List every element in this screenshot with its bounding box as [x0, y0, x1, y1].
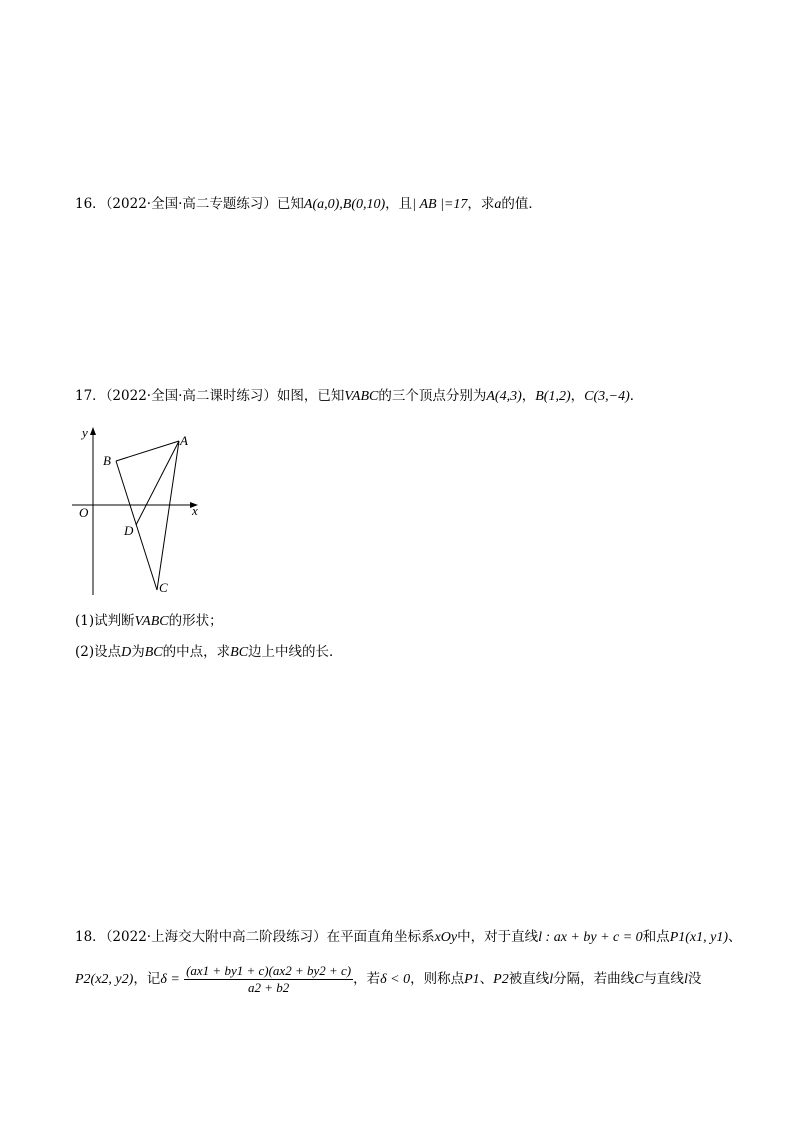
q17-sub2 — [75, 642, 343, 663]
q17-sub2-text: (2)设点 — [75, 644, 122, 660]
q17-sub2-text: 的中点，求 — [162, 644, 231, 660]
triangle-figure — [70, 425, 210, 600]
q18-text: ，则称点 — [410, 971, 465, 987]
q17-sub2-text: 为 — [131, 644, 145, 660]
q17-sep: ， — [521, 388, 536, 404]
label-c: C — [159, 580, 168, 595]
q17-sub1 — [75, 611, 223, 632]
q18-point-p2: P2(x2, y2) — [75, 972, 134, 987]
q18-text: 分隔，若曲线 — [553, 971, 635, 987]
q18-l: l — [549, 972, 554, 987]
q18-l: l — [683, 972, 688, 987]
q18-text: 、 — [728, 929, 742, 945]
q16-text: 已知 — [276, 196, 304, 212]
q18-condition: δ < 0 — [380, 972, 411, 987]
q17-end: ． — [629, 388, 644, 404]
q18-delta: δ = — [160, 972, 180, 987]
segment-ab — [116, 441, 179, 461]
question-16 — [75, 194, 542, 215]
q18-text: 在平面直角坐标系 — [326, 929, 435, 945]
q18-delta-fraction — [184, 963, 353, 996]
q18-delta-denominator: a2 + b2 — [247, 980, 290, 995]
q16-text: 的值． — [501, 196, 542, 212]
q17-point-c: C(3,−4) — [584, 389, 630, 404]
q18-point-p1: P1(x1, y1) — [669, 930, 728, 945]
q18-text: 中，对于直线 — [457, 929, 539, 945]
q17-sep: ， — [570, 388, 585, 404]
q16-text: ，求 — [467, 196, 495, 212]
label-a: A — [180, 433, 188, 448]
q17-point-a: A(4,3) — [486, 389, 522, 404]
q18-delta-numerator: (ax1 + by1 + c)(ax2 + by2 + c) — [186, 963, 352, 978]
q17-sub1-text: 的形状； — [168, 613, 223, 629]
label-d: D — [124, 523, 134, 538]
label-y: y — [82, 425, 88, 440]
q17-source: （2022·全国·高二课时练习） — [105, 388, 277, 404]
q17-triangle: VABC — [344, 389, 379, 404]
q17-sub2-segment: BC — [230, 645, 249, 660]
q16-text: ，且 — [385, 196, 413, 212]
q16-source: （2022·全国·高二专题练习） — [105, 196, 277, 212]
y-axis-arrow — [90, 427, 96, 435]
q17-sub1-triangle: VABC — [134, 614, 169, 629]
q18-text: ，记 — [133, 971, 161, 987]
q17-number: 17． — [75, 388, 106, 404]
q17-sub2-segment: BC — [144, 645, 163, 660]
q18-text: 与直线 — [643, 971, 684, 987]
label-x: x — [192, 503, 198, 518]
q16-points: A(a,0),B(0,10) — [303, 197, 386, 212]
segment-bc — [116, 461, 157, 590]
question-17 — [75, 386, 643, 407]
q17-sub1-text: (1)试判断 — [75, 613, 135, 629]
q17-text: 的三个顶点分别为 — [378, 388, 487, 404]
q18-curve: C — [634, 972, 644, 987]
q17-sub2-text: 边上中线的长． — [248, 644, 343, 660]
q18-source: （2022·上海交大附中高二阶段练习） — [105, 929, 327, 945]
q17-point-b: B(1,2) — [535, 389, 571, 404]
q18-text: 和点 — [642, 929, 670, 945]
q18-text: 、 — [479, 971, 494, 987]
q18-p2: P2 — [493, 972, 509, 987]
q16-variable: a — [494, 197, 502, 212]
q18-text: 没 — [687, 971, 702, 987]
q18-line-eq: l : ax + by + c = 0 — [538, 930, 643, 945]
q17-sub2-point: D — [121, 645, 132, 660]
q16-number: 16． — [75, 196, 106, 212]
q18-number: 18． — [75, 929, 106, 945]
question-18-cont — [75, 963, 701, 996]
label-o: O — [79, 505, 89, 520]
q18-coord-system: xOy — [434, 930, 458, 945]
q16-distance: | AB |=17 — [412, 197, 468, 212]
q18-text: 被直线 — [508, 971, 550, 987]
question-18 — [75, 927, 742, 948]
q18-p1: P1 — [464, 972, 480, 987]
label-b: B — [103, 453, 111, 468]
q18-text: ，若 — [353, 971, 381, 987]
q17-text: 如图，已知 — [276, 388, 345, 404]
